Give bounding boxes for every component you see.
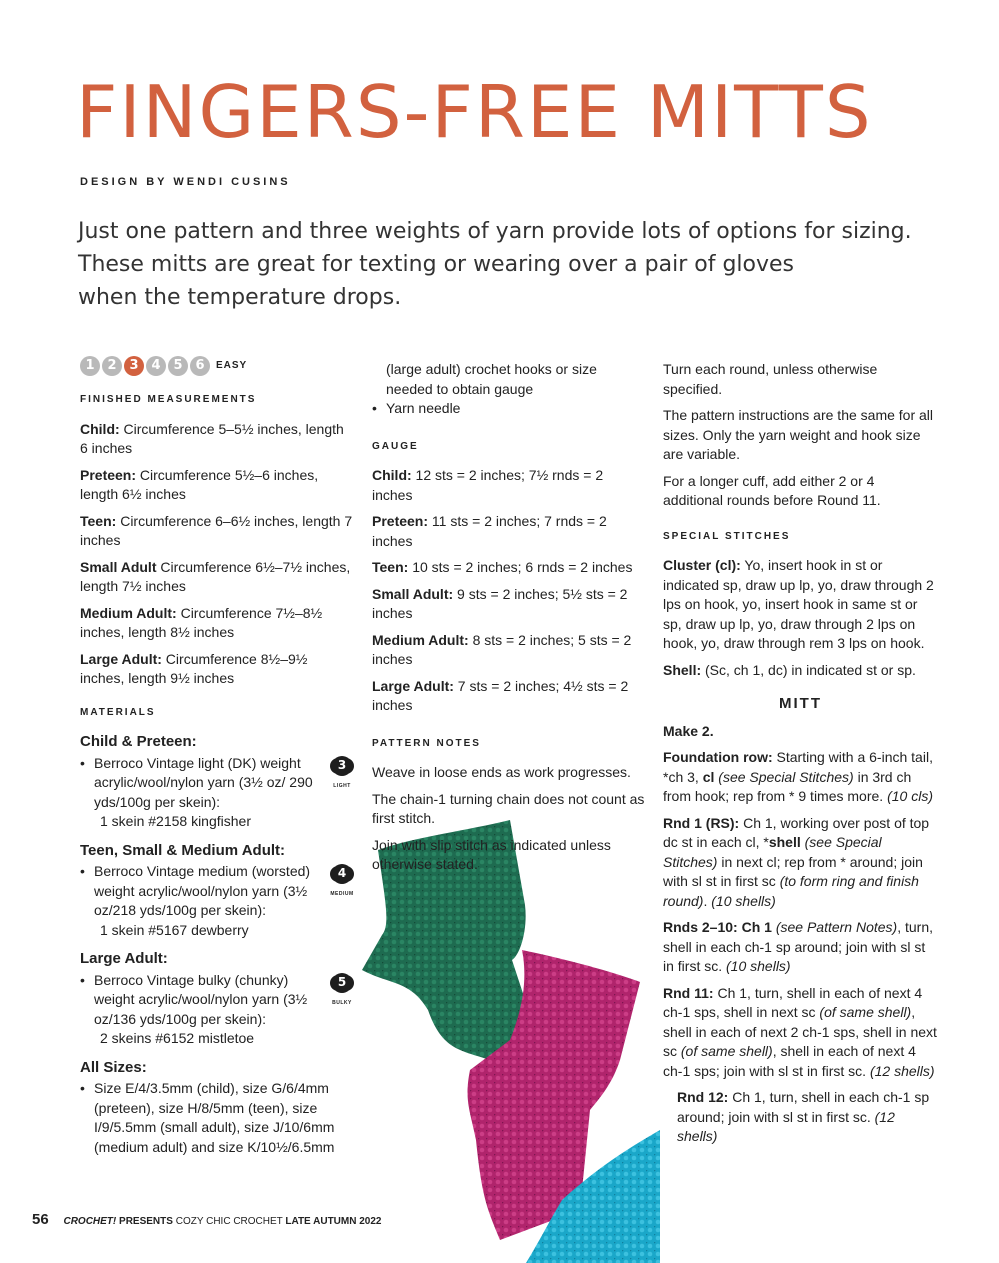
measurement-item: Child: Circumference 5–5½ inches, length 6 inches bbox=[80, 420, 344, 456]
gauge-item: Small Adult: 9 sts = 2 inches; 5½ sts = 2 inches bbox=[372, 585, 628, 621]
intro-line: These mitts are great for texting or wearing over a pair of gloves bbox=[78, 252, 795, 277]
rounds-2-10: Rnds 2–10: Ch 1 (see Pattern Notes), turn, shell in each ch-1 sp around; join with sl st in first sc. (10 shells) bbox=[663, 919, 934, 974]
skill-level-dot: 2 bbox=[102, 356, 122, 376]
skill-level-dot-active: 3 bbox=[124, 356, 144, 376]
yarn-amount: 1 skein #5167 dewberry bbox=[100, 921, 249, 938]
measurement-item: Small Adult Circumference 6½–7½ inches, length 7½ inches bbox=[80, 558, 351, 594]
yarn-needle: • Yarn needle bbox=[372, 399, 647, 419]
footer-season: LATE AUTUMN 2022 bbox=[285, 1216, 382, 1227]
gauge-item: Teen: 10 sts = 2 inches; 6 rnds = 2 inches bbox=[372, 559, 633, 575]
yarn-weight-icon: 5 BULKY bbox=[323, 973, 361, 1014]
make-count: Make 2. bbox=[663, 722, 714, 739]
yarn-description: • Berroco Vintage medium (worsted) weight acrylic/wool/nylon yarn (3½ oz/218 yds/100g per skein): bbox=[80, 862, 315, 921]
yarn-item bbox=[80, 862, 355, 940]
column-middle bbox=[372, 360, 647, 882]
yarn-amount: 2 skeins #6152 mistletoe bbox=[100, 1030, 255, 1046]
yarn-amount: 1 skein #2158 kingfisher bbox=[100, 813, 251, 829]
pattern-note: Weave in loose ends as work progresses. bbox=[372, 764, 631, 780]
intro-line: Just one pattern and three weights of yarn provide lots of options for sizing. bbox=[78, 219, 912, 244]
measurement-item: Large Adult: Circumference 8½–9½ inches, length 9½ inches bbox=[80, 650, 308, 686]
footer-issue: COZY CHIC CROCHET bbox=[175, 1216, 286, 1227]
yarn-weight-icon: 4 MEDIUM bbox=[323, 864, 361, 905]
special-stitches-heading: SPECIAL STITCHES bbox=[663, 530, 791, 542]
shell-stitch: Shell: (Sc, ch 1, dc) in indicated st or sp. bbox=[663, 661, 916, 678]
round-1: Rnd 1 (RS): Ch 1, working over post of top dc st in each cl, *shell (see Special Stitches) in next cl; rep from * around; join with sl st in first sc (to form ring and finish round). (10 shells) bbox=[663, 814, 930, 909]
column-right bbox=[663, 360, 938, 1154]
pattern-note: Join with slip stitch as indicated unless otherwise stated. bbox=[372, 836, 611, 872]
skill-level-label: EASY bbox=[216, 360, 248, 372]
round-11: Rnd 11: Ch 1, turn, shell in each of next 4 ch-1 sps, shell in next sc (of same shell), shell in each of next 2 ch-1 sps, shell in next sc (of same shell), shell in each of next 4 ch-1 sps; join with sl st in first sc. (12 shells) bbox=[663, 984, 937, 1079]
yarn-weight-icon: 3 LIGHT bbox=[323, 756, 361, 797]
measurement-item: Medium Adult: Circumference 7½–8½ inches, length 8½ inches bbox=[80, 604, 323, 640]
skill-level bbox=[80, 356, 355, 376]
pattern-note: For a longer cuff, add either 2 or 4 additional rounds before Round 11. bbox=[663, 472, 881, 508]
page-footer bbox=[32, 1211, 381, 1228]
foundation-row: Foundation row: Starting with a 6-inch tail, *ch 3, cl (see Special Stitches) in 3rd ch from hook; rep from * 9 times more. (10 cls) bbox=[663, 749, 933, 804]
pattern-note: Turn each round, unless otherwise specified. bbox=[663, 361, 878, 397]
materials-heading: MATERIALS bbox=[80, 706, 156, 718]
column-left bbox=[80, 356, 355, 1157]
yarn-description: • Berroco Vintage bulky (chunky) weight acrylic/wool/nylon yarn (3½ oz/136 yds/100g per skein): bbox=[80, 971, 315, 1030]
skill-level-dot: 6 bbox=[190, 356, 210, 376]
gauge-heading: GAUGE bbox=[372, 440, 419, 452]
gauge-item: Large Adult: 7 sts = 2 inches; 4½ sts = 2 inches bbox=[372, 677, 629, 713]
round-12: Rnd 12: Ch 1, turn, shell in each ch-1 sp around; join with sl st in first sc. (12 shells) bbox=[677, 1089, 930, 1144]
pattern-note: The pattern instructions are the same for all sizes. Only the yarn weight and hook size are variable. bbox=[663, 407, 934, 462]
all-sizes-heading: All Sizes: bbox=[80, 1058, 147, 1076]
skill-level-dot: 1 bbox=[80, 356, 100, 376]
cluster-stitch: Cluster (cl): Yo, insert hook in st or indicated sp, draw up lp, yo, draw through 2 lps on hook, yo, insert hook in same st or sp, draw up lp, yo, draw through 2 lps on hook, yo, draw through rem 3 lps on hook. bbox=[663, 557, 934, 651]
intro-line: when the temperature drops. bbox=[78, 285, 402, 310]
footer-brand: CROCHET! bbox=[63, 1216, 117, 1227]
mitt-heading: MITT bbox=[779, 695, 822, 712]
skill-level-dot: 4 bbox=[146, 356, 166, 376]
pattern-notes-heading: PATTERN NOTES bbox=[372, 737, 481, 749]
yarn-item bbox=[80, 971, 355, 1049]
hook-sizes-continued: (large adult) crochet hooks or size needed to obtain gauge bbox=[386, 361, 597, 397]
gauge-item: Preteen: 11 sts = 2 inches; 7 rnds = 2 inches bbox=[372, 513, 607, 549]
footer-presents: PRESENTS bbox=[116, 1216, 176, 1227]
materials-group-heading: Teen, Small & Medium Adult: bbox=[80, 841, 286, 859]
pattern-note: The chain-1 turning chain does not count as first stitch. bbox=[372, 790, 645, 826]
yarn-item bbox=[80, 754, 355, 832]
intro-paragraph bbox=[78, 215, 912, 314]
page-number: 56 bbox=[32, 1211, 49, 1228]
finished-measurements-heading: FINISHED MEASUREMENTS bbox=[80, 394, 257, 405]
skill-level-dot: 5 bbox=[168, 356, 188, 376]
gauge-item: Medium Adult: 8 sts = 2 inches; 5 sts = 2 inches bbox=[372, 631, 632, 667]
yarn-description: • Berroco Vintage light (DK) weight acrylic/wool/nylon yarn (3½ oz/ 290 yds/100g per skein): bbox=[80, 754, 315, 813]
materials-group-heading: Child & Preteen: bbox=[80, 733, 197, 750]
gauge-item: Child: 12 sts = 2 inches; 7½ rnds = 2 inches bbox=[372, 467, 604, 503]
measurement-item: Teen: Circumference 6–6½ inches, length 7 inches bbox=[80, 512, 353, 548]
measurement-item: Preteen: Circumference 5½–6 inches, length 6½ inches bbox=[80, 466, 319, 502]
designer-byline: DESIGN BY WENDI CUSINS bbox=[80, 176, 291, 188]
page-title: FINGERS-FREE MITTS bbox=[76, 70, 873, 154]
hook-sizes: • Size E/4/3.5mm (child), size G/6/4mm (preteen), size H/8/5mm (teen), size I/9/5.5mm (small adult), size J/10/6mm (medium adult) and size K/10½/6.5mm bbox=[80, 1079, 355, 1157]
materials-group-heading: Large Adult: bbox=[80, 950, 168, 967]
